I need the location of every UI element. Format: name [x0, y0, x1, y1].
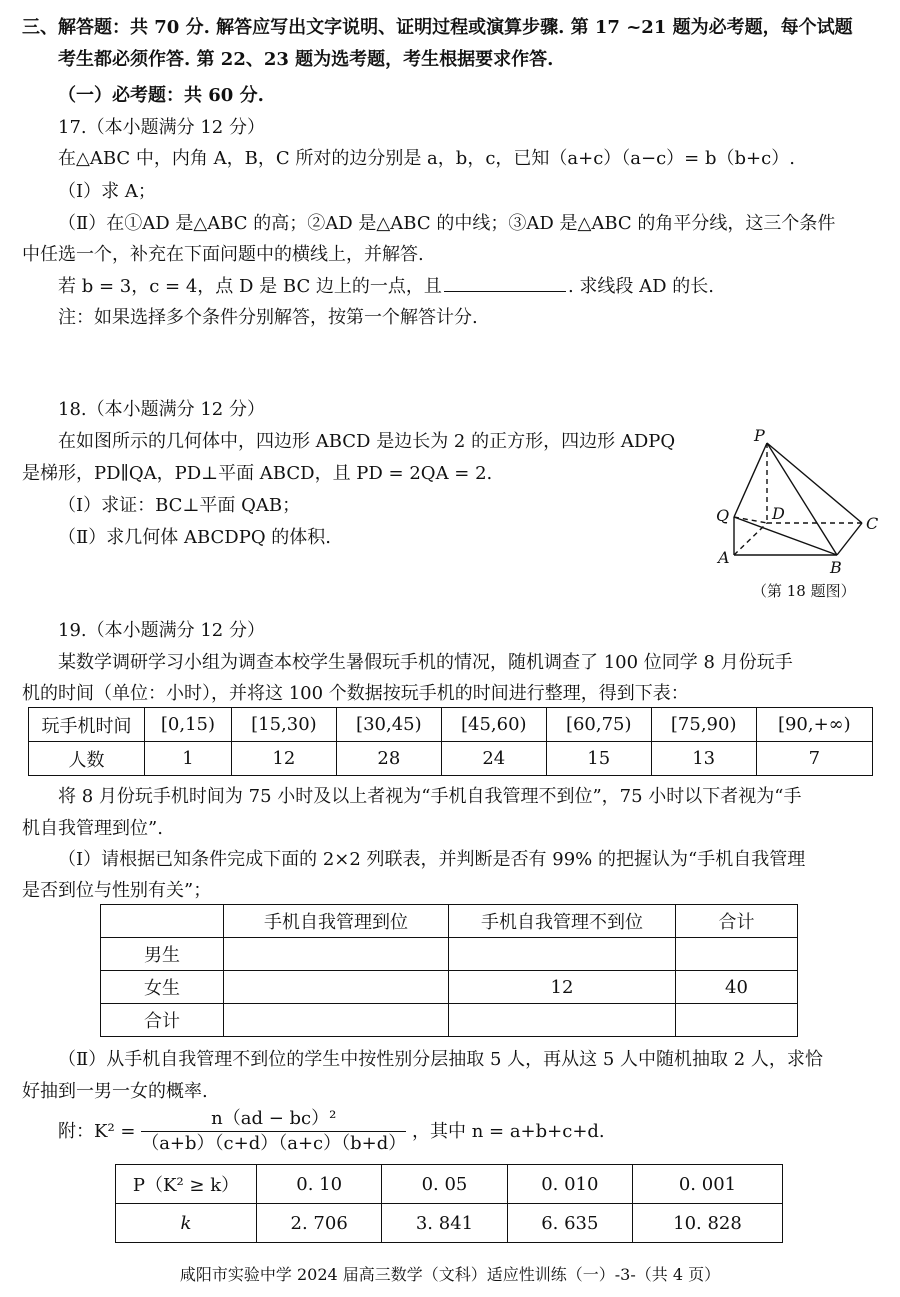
- label-A: A: [718, 548, 730, 567]
- table-cell: [224, 971, 449, 1004]
- table-cell: 0. 05: [382, 1165, 507, 1204]
- answer-blank: [444, 275, 566, 292]
- q19-statement-line1: 某数学调研学习小组为调查本校学生暑假玩手机的情况，随机调查了 100 位同学 8 月份玩手: [58, 652, 793, 673]
- table-cell: [75,90): [651, 708, 756, 742]
- table-cell: [224, 1004, 449, 1037]
- table-row: [101, 971, 798, 1004]
- table-cell: 12: [449, 971, 676, 1004]
- q18-statement-line1: 在如图所示的几何体中，四边形 ABCD 是边长为 2 的正方形，四边形 ADPQ: [58, 431, 676, 452]
- table-cell: 0. 001: [632, 1165, 782, 1204]
- q18-geometry-figure: [712, 425, 882, 575]
- q17-part1: （Ⅰ）求 A；: [58, 181, 156, 202]
- q18-figure-caption: （第 18 题图）: [752, 582, 856, 600]
- q19-definition-line1: 将 8 月份玩手机时间为 75 小时及以上者视为“手机自我管理不到位”，75 小时以下者视为“手: [58, 786, 802, 807]
- table-cell: 40: [676, 971, 798, 1004]
- table-cell: [30,45): [336, 708, 441, 742]
- formula-denominator: （a+b）（c+d）（a+c）（b+d）: [141, 1133, 407, 1154]
- table-row: [29, 742, 873, 776]
- label-D: D: [772, 504, 785, 523]
- formula-fraction: [141, 1108, 406, 1156]
- table-row: [101, 1004, 798, 1037]
- q19-part1-line2: 是否到位与性别有关”；: [22, 880, 212, 901]
- q18-part1: （Ⅰ）求证：BC⊥平面 QAB；: [58, 495, 301, 516]
- table-cell: [15,30): [231, 708, 336, 742]
- table-cell: 合计: [676, 905, 798, 938]
- table-cell: 12: [231, 742, 336, 776]
- q19-part1-line1: （Ⅰ）请根据已知条件完成下面的 2×2 列联表，并判断是否有 99% 的把握认为“手机自我管理: [58, 849, 806, 870]
- formula-lead: 附：K² =: [58, 1121, 136, 1142]
- table-row: [29, 708, 873, 742]
- q17-statement: 在△ABC 中，内角 A，B，C 所对的边分别是 a，b，c，已知（a+c）（a−c）= b（b+c）.: [58, 148, 795, 169]
- q17-condition: [58, 275, 714, 299]
- label-P: P: [754, 426, 765, 445]
- table-cell: 女生: [101, 971, 224, 1004]
- table-cell: 手机自我管理不到位: [449, 905, 676, 938]
- table-cell: 28: [336, 742, 441, 776]
- section-heading-line1: 三、解答题：共 70 分. 解答应写出文字说明、证明过程或演算步骤. 第 17 ~21 题为必考题，每个试题: [22, 17, 853, 38]
- table-cell: 6. 635: [507, 1204, 632, 1243]
- q19-statement-line2: 机的时间（单位：小时），并将这 100 个数据按玩手机的时间进行整理，得到下表：: [22, 683, 689, 704]
- table-row: [101, 938, 798, 971]
- q19-part2-line1: （Ⅱ）从手机自我管理不到位的学生中按性别分层抽取 5 人，再从这 5 人中随机抽取 2 人，求恰: [58, 1049, 823, 1070]
- label-Q: Q: [716, 506, 730, 525]
- table-cell: [60,75): [546, 708, 651, 742]
- table-cell: 3. 841: [382, 1204, 507, 1243]
- table-cell: 2. 706: [257, 1204, 382, 1243]
- formula-tail: ，其中 n = a+b+c+d.: [411, 1121, 605, 1142]
- table-cell: [224, 938, 449, 971]
- formula-numerator: n（ad − bc）²: [141, 1108, 406, 1132]
- table-cell: 人数: [29, 742, 145, 776]
- table-cell: 7: [756, 742, 872, 776]
- label-B: B: [830, 558, 842, 575]
- table-cell: 1: [145, 742, 232, 776]
- table-cell: 0. 010: [507, 1165, 632, 1204]
- table-row: [116, 1165, 783, 1204]
- table-cell: 手机自我管理到位: [224, 905, 449, 938]
- table-cell: 10. 828: [632, 1204, 782, 1243]
- q19-definition-line2: 机自我管理到位”.: [22, 818, 163, 839]
- label-C: C: [866, 514, 879, 533]
- section-heading-line2: 考生都必须作答. 第 22、23 题为选考题，考生根据要求作答.: [58, 49, 554, 70]
- table-cell: [449, 938, 676, 971]
- q17-part2-line1: （Ⅱ）在①AD 是△ABC 的高；②AD 是△ABC 的中线；③AD 是△ABC 的角平分线，这三个条件: [58, 213, 836, 234]
- k-squared-formula: [58, 1108, 605, 1156]
- table-row: [101, 905, 798, 938]
- table-cell: [90,+∞): [756, 708, 872, 742]
- table-cell: [676, 1004, 798, 1037]
- subsection-heading: （一）必考题：共 60 分.: [58, 85, 264, 106]
- table-row: [116, 1204, 783, 1243]
- q18-part2: （Ⅱ）求几何体 ABCDPQ 的体积.: [58, 527, 332, 548]
- contingency-table: [100, 904, 798, 1037]
- table-cell: [0,15): [145, 708, 232, 742]
- table-cell: 24: [441, 742, 546, 776]
- q17-part2-line2: 中任选一个，补充在下面问题中的横线上，并解答.: [22, 244, 424, 265]
- table-cell: [101, 905, 224, 938]
- phone-time-table: [28, 707, 873, 776]
- critical-value-table: [115, 1164, 783, 1243]
- q18-heading: 18.（本小题满分 12 分）: [58, 399, 265, 420]
- table-cell: P（K² ≥ k）: [116, 1165, 257, 1204]
- table-cell: 男生: [101, 938, 224, 971]
- q17-heading: 17.（本小题满分 12 分）: [58, 117, 265, 138]
- q17-condition-text: 若 b = 3，c = 4，点 D 是 BC 边上的一点，且: [58, 276, 442, 297]
- table-cell: [449, 1004, 676, 1037]
- q19-heading: 19.（本小题满分 12 分）: [58, 620, 265, 641]
- table-cell: 0. 10: [257, 1165, 382, 1204]
- table-cell: 13: [651, 742, 756, 776]
- table-cell: 15: [546, 742, 651, 776]
- table-cell: k: [116, 1204, 257, 1243]
- table-cell: 玩手机时间: [29, 708, 145, 742]
- table-cell: [45,60): [441, 708, 546, 742]
- q18-statement-line2: 是梯形，PD∥QA，PD⊥平面 ABCD，且 PD = 2QA = 2.: [22, 463, 493, 484]
- q17-condition-tail: . 求线段 AD 的长.: [567, 276, 714, 297]
- table-cell: [676, 938, 798, 971]
- q19-part2-line2: 好抽到一男一女的概率.: [22, 1081, 208, 1102]
- q17-note: 注：如果选择多个条件分别解答，按第一个解答计分.: [58, 307, 478, 328]
- table-cell: 合计: [101, 1004, 224, 1037]
- page-footer: 咸阳市实验中学 2024 届高三数学（文科）适应性训练（一）-3-（共 4 页）: [179, 1265, 721, 1284]
